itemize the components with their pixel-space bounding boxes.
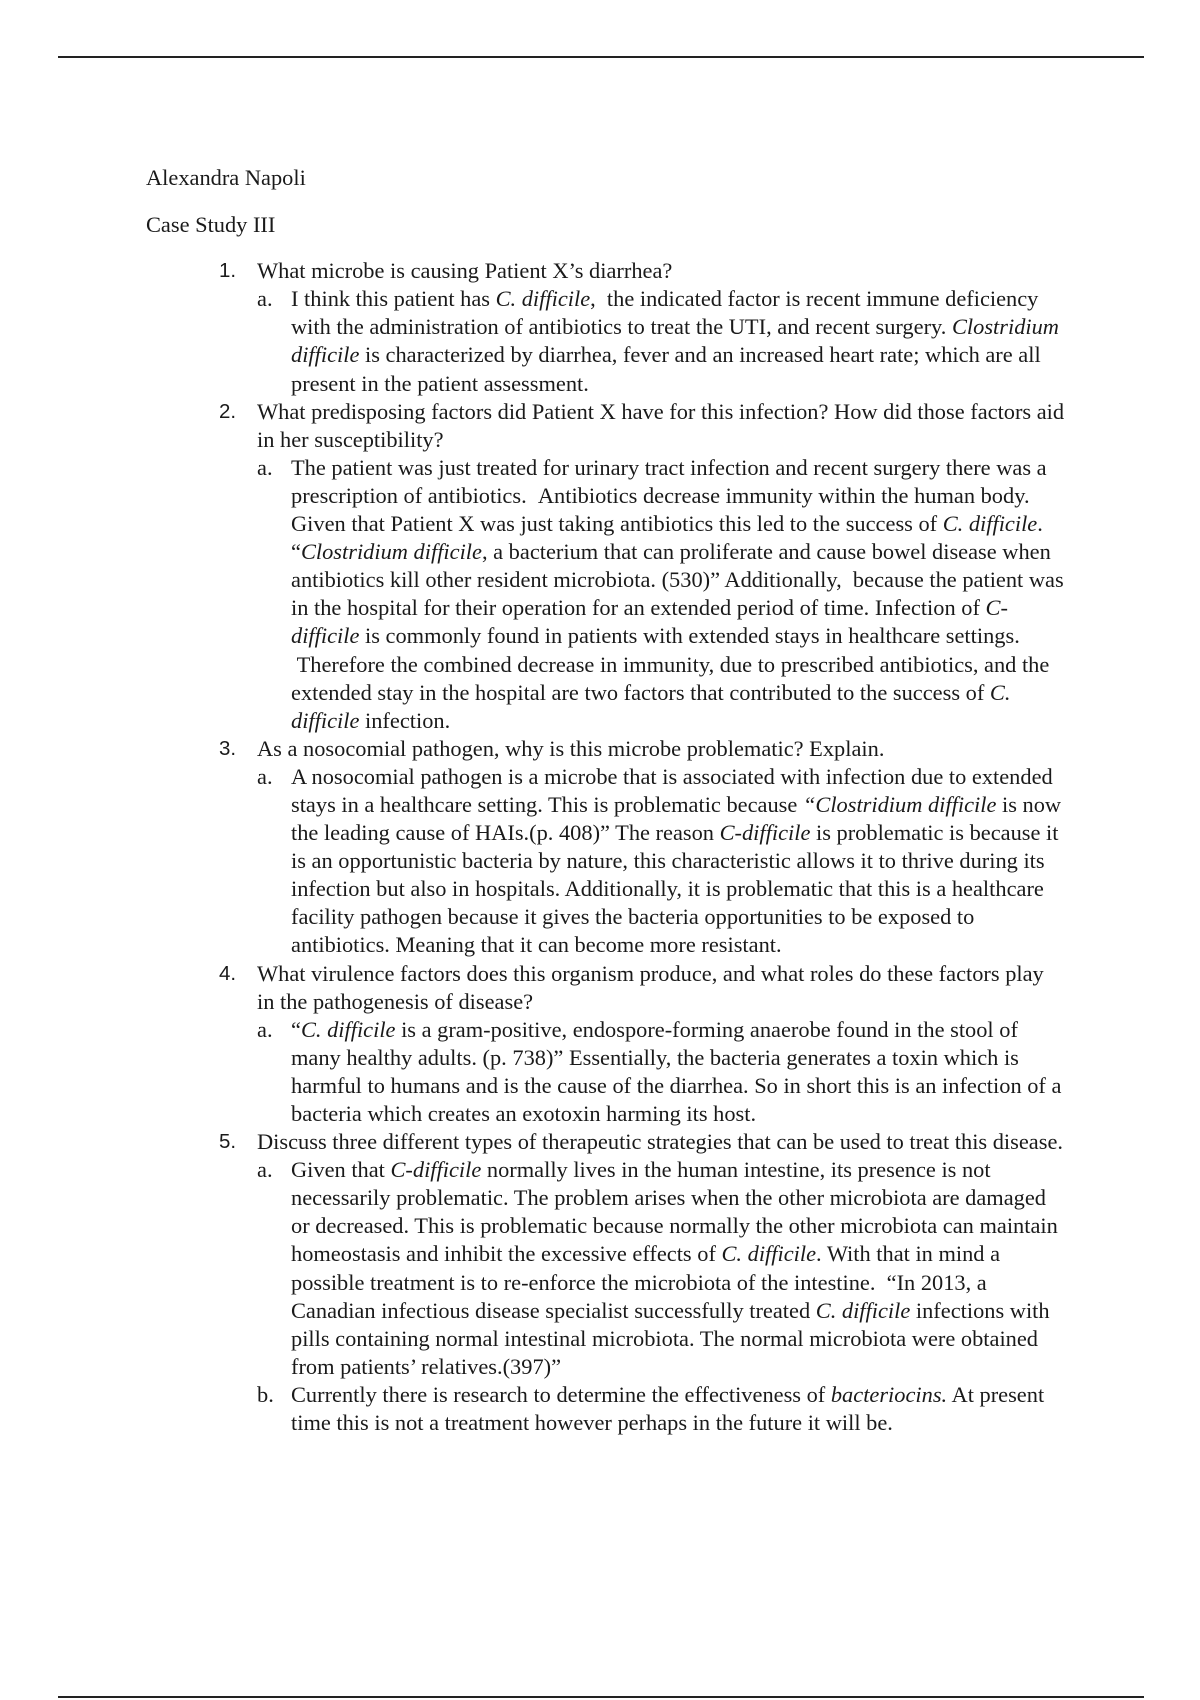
italic-term: C-difficile xyxy=(390,1157,482,1183)
question-item xyxy=(146,1128,1066,1437)
text-segment: is characterized by diarrhea, fever and an increased heart rate; which are all present in the patient assessment. xyxy=(291,342,1041,396)
text-segment: I think this patient has xyxy=(291,286,496,312)
answer-text xyxy=(291,763,1066,960)
text-segment: infections with pills containing normal intestinal microbiota. The normal microbiota were obtained from patients’ relatives.(397)” xyxy=(291,1297,1050,1379)
italic-term: C. difficile xyxy=(495,286,591,312)
text-segment: A nosocomial pathogen is a microbe that is associated with infection due to extended stays in a healthcare setting. This is problematic because xyxy=(291,763,1053,817)
answer-item xyxy=(257,285,1066,397)
text-segment: , a bacterium that can proliferate and cause bowel disease when antibiotics kill other resident microbiota. (530)” Additionally, because the patient was in the hospital for their operation for an extended period of time. Infection of xyxy=(291,539,1064,621)
answer-text xyxy=(291,1156,1066,1381)
question-list xyxy=(146,257,1066,1437)
question-text: Discuss three different types of therapeutic strategies that can be used to treat this disease. xyxy=(257,1129,1063,1155)
answer-letter: a. xyxy=(257,763,273,789)
question-text: As a nosocomial pathogen, why is this microbe problematic? Explain. xyxy=(257,735,885,761)
answer-text xyxy=(291,454,1066,735)
answer-item xyxy=(257,1156,1066,1381)
bottom-rule xyxy=(58,1696,1144,1698)
italic-term: C. difficile xyxy=(721,1241,817,1267)
answer-text xyxy=(291,1016,1066,1128)
text-segment: is commonly found in patients with extended stays in healthcare settings. Therefore the combined decrease in immunity, due to prescribed antibiotics, and the extended stay in the hospital are two factors that contributed to the success of xyxy=(291,623,1050,705)
answer-list xyxy=(257,1016,1066,1128)
question-number: 5. xyxy=(219,1130,237,1154)
question-item xyxy=(146,257,1066,397)
text-segment: Currently there is research to determine the effectiveness of xyxy=(291,1381,831,1407)
answer-item xyxy=(257,1381,1066,1437)
question-text: What predisposing factors did Patient X have for this infection? How did those factors aid in her susceptibility? xyxy=(257,398,1065,452)
answer-letter: b. xyxy=(257,1381,274,1407)
italic-term: C. difficile xyxy=(942,511,1038,537)
italic-term: C. difficile xyxy=(300,1016,396,1042)
answer-letter: a. xyxy=(257,454,273,480)
text-segment: normally lives in the human intestine, its presence is not necessarily problematic. The problem arises when the other microbiota are damaged or decreased. This is problematic because normally the other microbiota can maintain homeostasis and inhibit the excessive effects of xyxy=(291,1157,1058,1267)
document-body xyxy=(146,164,1066,1437)
question-number: 3. xyxy=(219,736,237,760)
question-number: 2. xyxy=(219,399,237,423)
answer-list xyxy=(257,285,1066,397)
italic-term: Clostridium difficile xyxy=(300,539,482,565)
answer-list xyxy=(257,763,1066,960)
answer-text xyxy=(291,1381,1066,1437)
question-text: What virulence factors does this organism produce, and what roles do these factors play in the pathogenesis of disease? xyxy=(257,960,1044,1014)
text-segment: is a gram-positive, endospore-forming anaerobe found in the stool of many healthy adults. (p. 738)” Essentially, the bacteria generates a toxin which is harmful to humans and is the cause of the diarrhea. So in short this is an infection of a bacteria which creates an exotoxin harming its host. xyxy=(291,1016,1062,1126)
answer-item xyxy=(257,763,1066,960)
text-segment: infection. xyxy=(359,707,451,733)
question-item xyxy=(146,398,1066,735)
answer-list xyxy=(257,454,1066,735)
text-segment: , the indicated factor is recent immune deficiency with the administration of antibiotics to treat the UTI, and recent surgery. xyxy=(291,286,1039,340)
text-segment: . “ xyxy=(291,511,1043,565)
text-segment: At present time this is not a treatment however perhaps in the future it will be. xyxy=(291,1381,1045,1436)
top-rule xyxy=(58,56,1144,58)
author-name: Alexandra Napoli xyxy=(146,165,306,190)
document-title: Case Study III xyxy=(146,212,276,238)
question-text: What microbe is causing Patient X’s diarrhea? xyxy=(257,258,673,284)
answer-letter: a. xyxy=(257,1016,273,1042)
answer-item xyxy=(257,1016,1066,1128)
answer-item xyxy=(257,454,1066,735)
answer-text xyxy=(291,285,1066,397)
question-item xyxy=(146,960,1066,1129)
text-segment: . With that in mind a possible treatment is to re-enforce the microbiota of the intestine. “In 2013, a Canadian infectious disease specialist successfully treated xyxy=(291,1241,1001,1323)
answer-list xyxy=(257,1156,1066,1437)
answer-letter: a. xyxy=(257,286,273,312)
italic-term: C. difficile xyxy=(291,679,1011,733)
text-segment: “ xyxy=(291,1016,301,1042)
italic-term: “Clostridium difficile xyxy=(802,791,997,817)
italic-term: C-difficile xyxy=(719,820,811,846)
text-segment: is problematic is because it is an opportunistic bacteria by nature, this characteristic allows it to thrive during its infection but also in hospitals. Additionally, it is problematic that this is a healthcare facility pathogen because it gives the bacteria opportunities to be exposed to antibiotics. Meaning that it can become more resistant. xyxy=(291,820,1059,958)
question-number: 1. xyxy=(219,259,237,283)
text-segment: is now the leading cause of HAIs.(p. 408)” The reason xyxy=(291,791,1062,846)
text-segment: Given that xyxy=(291,1157,391,1183)
italic-term: bacteriocins. xyxy=(830,1381,948,1407)
text-segment: The patient was just treated for urinary tract infection and recent surgery there was a prescription of antibiotics. Antibiotics decrease immunity within the human body. Given that Patient X was just taking antibiotics this led to the success of xyxy=(291,454,1047,537)
question-number: 4. xyxy=(219,961,237,985)
answer-letter: a. xyxy=(257,1157,273,1183)
italic-term: Clostridium difficile xyxy=(291,314,1059,368)
italic-term: C-difficile xyxy=(291,595,1008,649)
italic-term: C. difficile xyxy=(815,1297,911,1323)
question-item xyxy=(146,735,1066,960)
